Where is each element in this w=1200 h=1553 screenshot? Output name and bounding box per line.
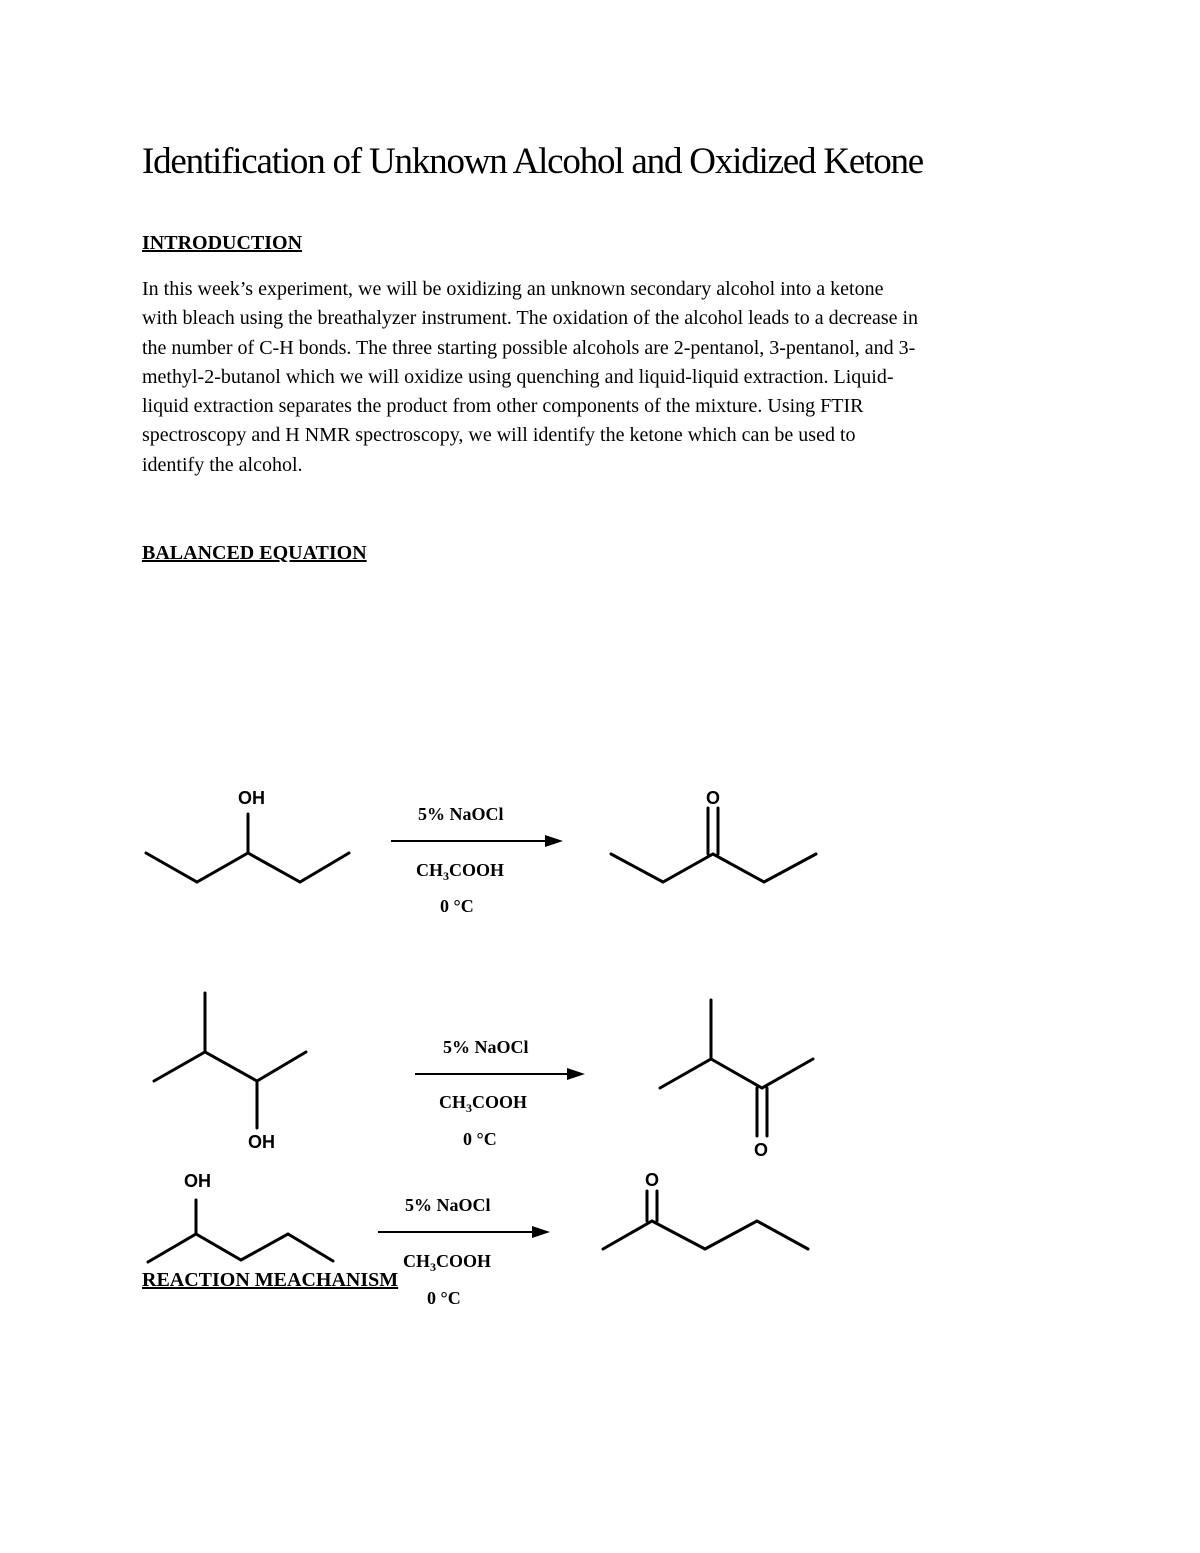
reaction-2-drawing (0, 780, 1200, 980)
product-3-methyl-2-butanone-structure (660, 1000, 813, 1136)
reaction-scheme-2 (0, 780, 1200, 980)
introduction-paragraph (142, 275, 1072, 480)
reagent-acetic-acid-label: $CH_3COOH$ (416, 860, 505, 883)
product-2-pentanone-structure (603, 1191, 808, 1249)
reactant-oh-label: OH (248, 1132, 275, 1152)
product-o-label: O (645, 1170, 660, 1190)
document-title: Identification of Unknown Alcohol and Oxidized Ketone (142, 141, 924, 182)
reaction-arrow-icon (391, 835, 563, 847)
introduction-line: the number of C-H bonds. The three starting possible alcohols are 2-pentanol, 3-pentanol, and 3- (142, 336, 916, 359)
reagent-naocl-label: 5% NaOCl (443, 1037, 529, 1057)
introduction-line: identify the alcohol. (142, 453, 303, 476)
reactant-oh-label: OH (238, 788, 265, 808)
product-o-label: O (754, 1140, 769, 1160)
introduction-line: liquid extraction separates the product from other components of the mixture. Using FTIR (142, 395, 864, 418)
reagent-acetic-acid-label: $CH_3COOH$ (403, 1251, 492, 1274)
reaction-temperature-label: 0 °C (463, 1129, 497, 1149)
product-o-label: O (706, 788, 721, 808)
reagent-acetic-acid-label: $CH_3COOH$ (439, 1092, 528, 1115)
introduction-line: with bleach using the breathalyzer instrument. The oxidation of the alcohol leads to a decrease in (142, 307, 919, 330)
introduction-line: In this week’s experiment, we will be oxidizing an unknown secondary alcohol into a ketone (142, 278, 884, 300)
reaction-scheme-3 (0, 990, 1200, 1190)
reactant-3-pentanol-structure (146, 814, 349, 882)
reaction-temperature-label: 0 °C (440, 896, 474, 916)
introduction-line: spectroscopy and H NMR spectroscopy, we will identify the ketone which can be used to (142, 424, 856, 447)
reactant-oh-label: OH (184, 1171, 211, 1191)
product-3-pentanone-structure (611, 808, 816, 882)
reaction-temperature-label: 0 °C (427, 1288, 461, 1308)
introduction-line: methyl-2-butanol which we will oxidize using quenching and liquid-liquid extraction. Liquid- (142, 365, 894, 388)
reactant-2-pentanol-structure (148, 1200, 333, 1262)
balanced-equation-heading: BALANCED EQUATION (142, 542, 367, 564)
reaction-mechanism-heading: REACTION MEACHANISM (142, 1269, 399, 1291)
reagent-naocl-label: 5% NaOCl (405, 1195, 491, 1215)
introduction-heading: INTRODUCTION (142, 232, 303, 254)
reaction-arrow-icon (415, 1068, 585, 1080)
reaction-arrow-icon (378, 1226, 550, 1238)
reagent-naocl-label: 5% NaOCl (418, 804, 504, 824)
reaction-3-drawing (0, 990, 1200, 1190)
reactant-3-methyl-2-butanol-structure (154, 993, 306, 1128)
